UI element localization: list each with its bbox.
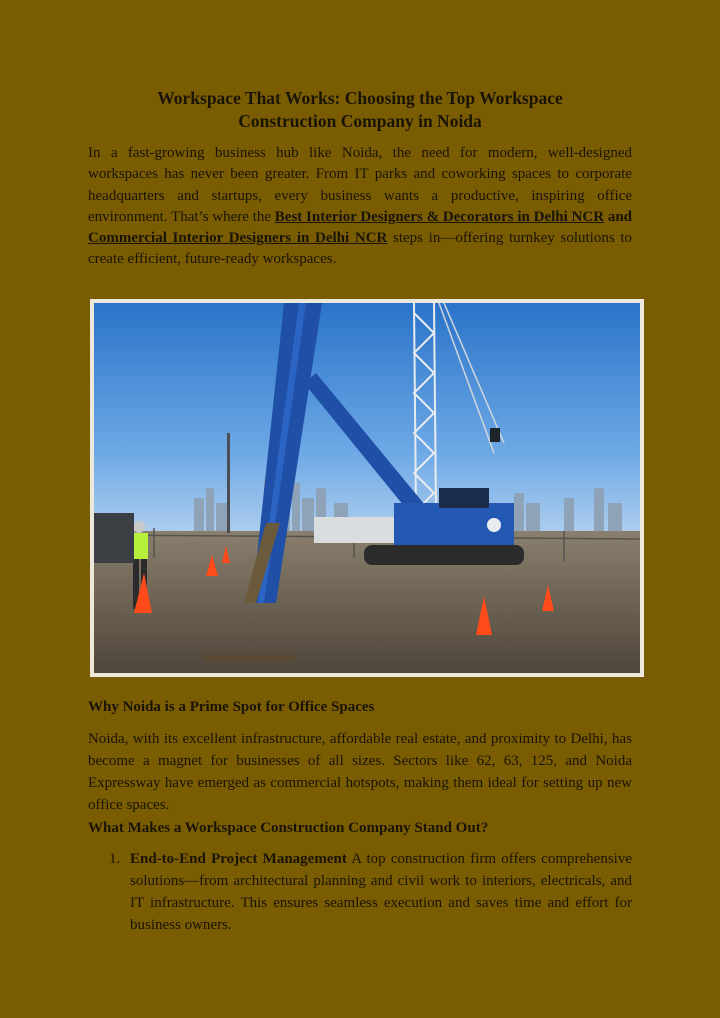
light-pole [227,433,230,533]
intro-text-after: steps in—offering turnkey solutions to create efficient, future-ready workspaces. [88,230,632,268]
trailer [314,517,394,543]
intro-paragraph [88,143,632,271]
link-commercial-interior-designers[interactable]: Commercial Interior Designers in Delhi NCR [88,230,388,247]
plank [204,655,294,661]
list-item-title: End-to-End Project Management [130,851,347,867]
section-heading-why-noida: Why Noida is a Prime Spot for Office Spaces [88,699,375,715]
link-best-interior-designers[interactable]: Best Interior Designers & Decorators in Delhi NCR [274,208,605,225]
truck [94,513,134,563]
construction-site-photo [90,299,644,677]
document-title [88,87,632,133]
list-item-body: A top construction firm offers comprehensive solutions—from architectural planning and civil work to interiors, electricals, and IT infrastructure. This ensures seamless execution and saves time and effort for business owners. [130,851,633,933]
title-line-1: Workspace That Works: Choosing the Top Workspace [157,88,563,108]
list-item [88,848,632,936]
crane-hook [490,428,500,442]
section-heading-stand-out: What Makes a Workspace Construction Company Stand Out? [88,820,489,836]
list-item-number: 1. [109,851,121,867]
sky [94,303,640,553]
construction-illustration [94,303,640,673]
intro-text-before: In a fast-growing business hub like Noida, the need for modern, well-designed workspaces has never been greater. From IT parks and coworking spaces to corporate headquarters and startups, every business wants a productive, inspiring office environment. That’s where the [88,145,632,225]
title-line-2: Construction Company in Noida [238,111,482,131]
intro-joiner: and [604,208,633,225]
feature-list [88,848,632,936]
section-body-why-noida: Noida, with its excellent infrastructure, affordable real estate, and proximity to Delhi, has become a magnet for businesses of all sizes. Sectors like 62, 63, 125, and Noida Expressway have emerged as commercial hotspots, making them ideal for setting up new office spaces. [88,731,632,813]
